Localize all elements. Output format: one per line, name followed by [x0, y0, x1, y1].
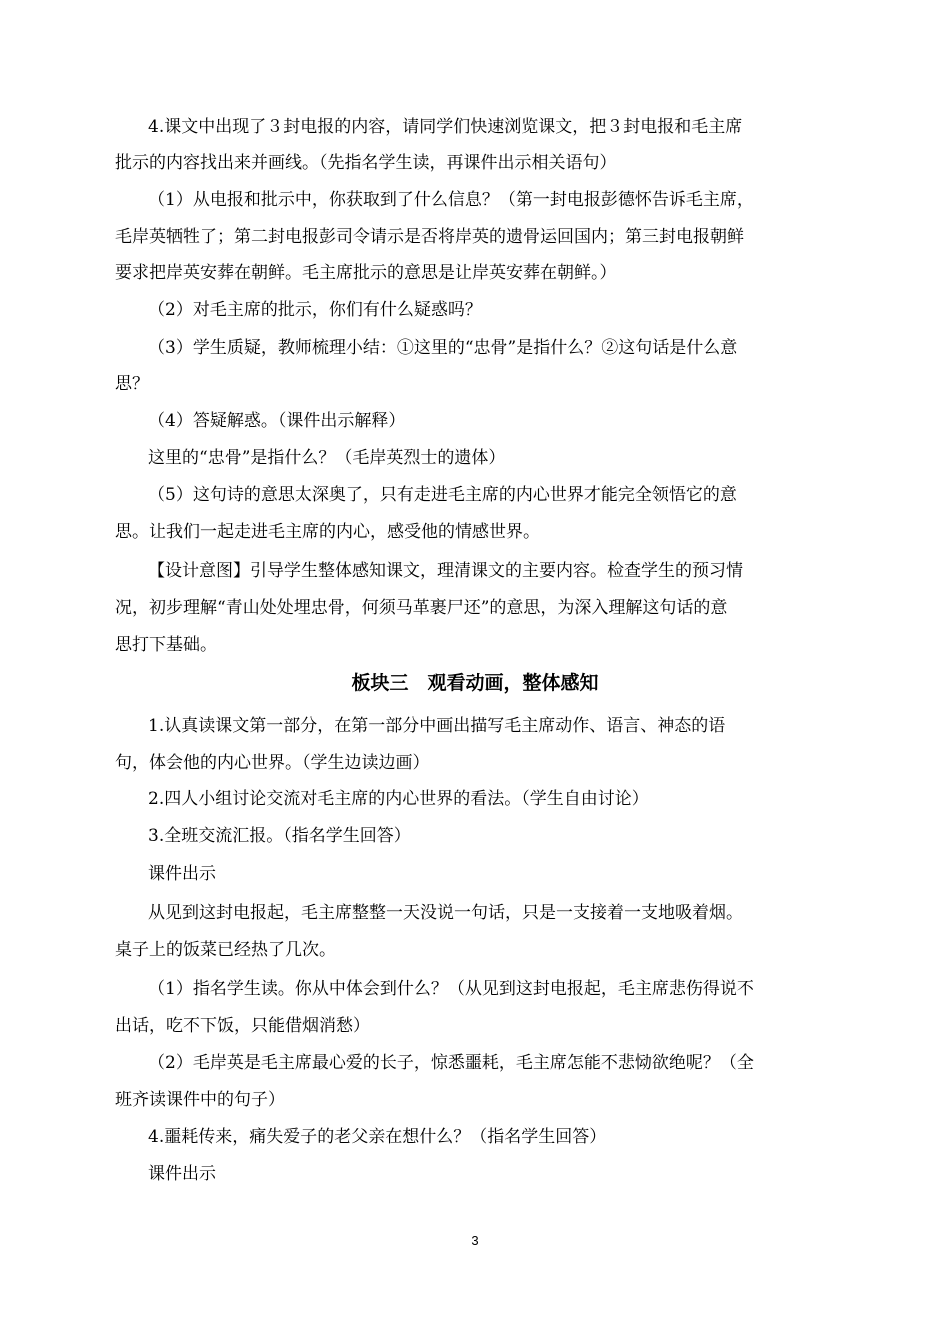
question-4-5-line-2: 思。让我们一起走进毛主席的内心，感受他的情感世界。: [115, 522, 540, 542]
section-3-item-3-2-line-2: 班齐读课件中的句子）: [115, 1090, 285, 1110]
question-4-4: （4）答疑解惑。（课件出示解释）: [148, 411, 406, 431]
question-4-1-line-1: （1）从电报和批示中，你获取到了什么信息？（第一封电报彭德怀告诉毛主席，: [148, 190, 754, 210]
question-4-line-2: 批示的内容找出来并画线。（先指名学生读，再课件出示相关语句）: [115, 153, 617, 173]
section-3-item-1-line-2: 句，体会他的内心世界。（学生边读边画）: [115, 753, 430, 773]
page-number: 3: [471, 1233, 479, 1248]
design-intent-line-1: 【设计意图】引导学生整体感知课文，理清课文的主要内容。检查学生的预习情: [148, 561, 743, 581]
question-4-line-1: 4.课文中出现了３封电报的内容，请同学们快速浏览课文，把３封电报和毛主席: [148, 117, 743, 137]
section-3-heading: 板块三 观看动画，整体感知: [351, 672, 599, 694]
question-4-4-answer: 这里的“忠骨”是指什么？（毛岸英烈士的遗体）: [148, 448, 506, 468]
question-4-3-line-1: （3）学生质疑，教师梳理小结：①这里的“忠骨”是指什么？②这句话是什么意: [148, 338, 738, 358]
section-3-item-3-2-line-1: （2）毛岸英是毛主席最心爱的长子，惊悉噩耗，毛主席怎能不悲恸欲绝呢？（全: [148, 1053, 754, 1073]
section-3-item-3-1-line-1: （1）指名学生读。你从中体会到什么？（从见到这封电报起，毛主席悲伤得说不: [148, 979, 754, 999]
section-3-item-2: 2.四人小组讨论交流对毛主席的内心世界的看法。（学生自由讨论）: [148, 789, 649, 809]
section-3-item-3: 3.全班交流汇报。（指名学生回答）: [148, 826, 411, 846]
section-3-item-4: 4.噩耗传来，痛失爱子的老父亲在想什么？（指名学生回答）: [148, 1127, 607, 1147]
section-3-item-1-line-1: 1.认真读课文第一部分，在第一部分中画出描写毛主席动作、语言、神态的语: [148, 716, 726, 736]
question-4-2: （2）对毛主席的批示，你们有什么疑惑吗？: [148, 300, 482, 320]
courseware-quote-line-2: 桌子上的饭菜已经热了几次。: [115, 940, 336, 960]
question-4-1-line-3: 要求把岸英安葬在朝鲜。毛主席批示的意思是让岸英安葬在朝鲜。）: [115, 263, 617, 283]
courseware-quote-line-1: 从见到这封电报起，毛主席整整一天没说一句话，只是一支接着一支地吸着烟。: [148, 903, 743, 923]
courseware-label-1: 课件出示: [148, 864, 216, 884]
courseware-label-2: 课件出示: [148, 1164, 216, 1184]
question-4-5-line-1: （5）这句诗的意思太深奥了，只有走进毛主席的内心世界才能完全领悟它的意: [148, 485, 737, 505]
design-intent-line-2: 况，初步理解“青山处处埋忠骨，何须马革裹尸还”的意思，为深入理解这句话的意: [115, 598, 728, 618]
question-4-1-line-2: 毛岸英牺牲了；第二封电报彭司令请示是否将岸英的遗骨运回国内；第三封电报朝鲜: [115, 227, 744, 247]
question-4-3-line-2: 思？: [115, 374, 149, 394]
design-intent-line-3: 思打下基础。: [115, 635, 217, 655]
section-3-item-3-1-line-2: 出话，吃不下饭，只能借烟消愁）: [115, 1016, 370, 1036]
